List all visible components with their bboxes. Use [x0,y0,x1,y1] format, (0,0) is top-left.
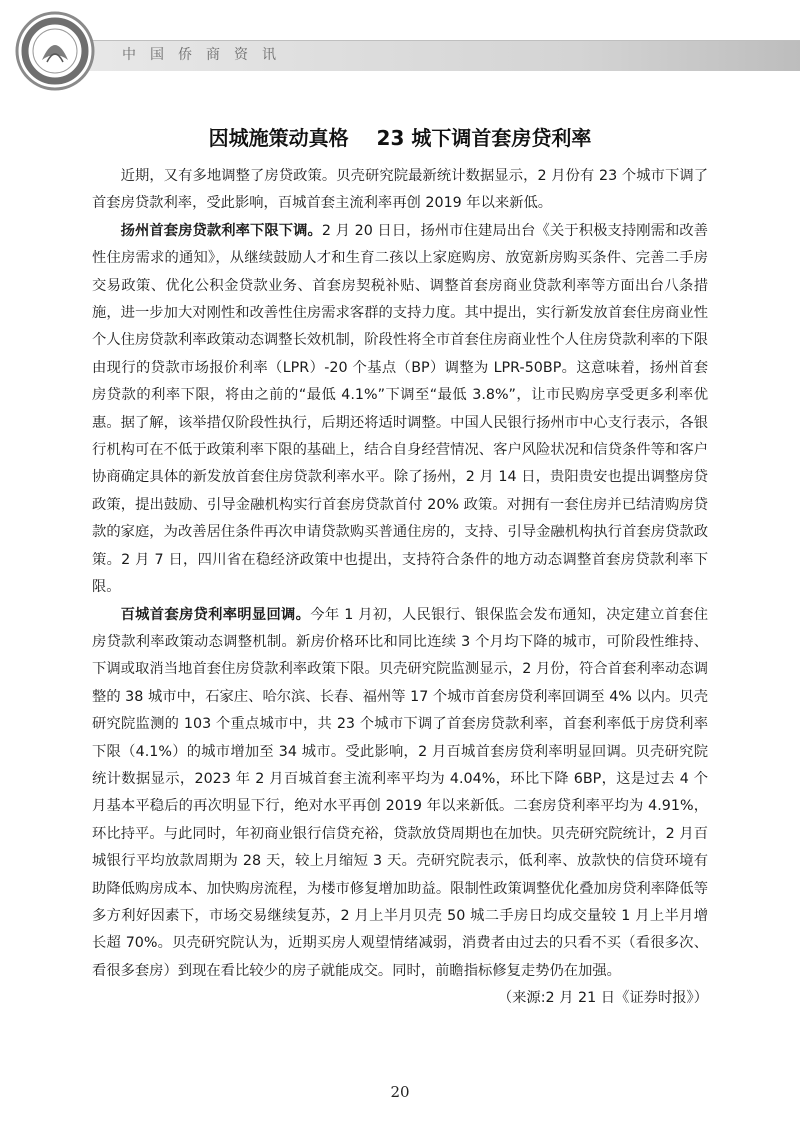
article-title: 因城施策动真格 23 城下调首套房贷利率 [208,126,592,150]
paragraph-text: 2 月 20 日日，扬州市住建局出台《关于积极支持刚需和改善性住房需求的通知》，从继续鼓励人才和生育二孩以上家庭购房、放宽新房购买条件、完善二手房交易政策、优化公积金贷款业务、首套房契税补贴、调整首套房商业贷款利率等方面出台八条措施，进一步加大对刚性和改善性住房需求客群的支持力度。其中提出，实行新发放首套住房商业性个人住房贷款利率政策动态调整长效机制，阶段性将全市首套住房商业性个人住房贷款利率的下限由现行的贷款市场报价利率（LPR）-20 个基点（BP）调整为 LPR-50BP。这意味着，扬州首套房贷款的利率下限，将由之前的“最低 4.1%”下调至“最低 3.8%”，让市民购房享受更多利率优惠。据了解，该举措仅阶段性执行，后期还将适时调整。中国人民银行扬州市中心支行表示，各银行机构可在不低于政策利率下限的基础上，结合自身经营情况、客户风险状况和信贷条件等和客户协商确定具体的新发放首套住房贷款利率水平。除了扬州，2 月 14 日，贵阳贵安也提出调整房贷政策，提出鼓励、引导金融机构实行首套房贷款首付 20% 政策。对拥有一套住房并已结清购房贷款的家庭，为改善居住条件再次申请贷款购买普通住房的，支持、引导金融机构执行首套房贷款政策。2 月 7 日，四川省在稳经济政策中也提出，支持符合条件的地方动态调整首套房贷款利率下限。 [92,222,709,596]
paragraph-text: 今年 1 月初，人民银行、银保监会发布通知，决定建立首套住房贷款利率政策动态调整机制。新房价格环比和同比连续 3 个月均下降的城市，可阶段性维持、下调或取消当地首套住房贷款利率政策下限。贝壳研究院监测显示，2 月份，符合首套利率动态调整的 38 城市中，石家庄、哈尔滨、长春、福州等 17 个城市首套房贷利率回调至 4% 以内。贝壳研究院监测的 103 个重点城市中，共 23 个城市下调了首套房贷款利率，首套利率低于房贷利率下限（4.1%）的城市增加至 34 城市。受此影响，2 月百城首套房贷利率明显回调。贝壳研究院统计数据显示，2023 年 2 月百城首套主流利率平均为 4.04%，环比下降 6BP，这是过去 4 个月基本平稳后的再次明显下行，绝对水平再创 2019 年以来新低。二套房贷利率平均为 4.91%，环比持平。与此同时，年初商业银行信贷充裕，贷款放贷周期也在加快。贝壳研究院统计，2 月百城银行平均放款周期为 28 天，较上月缩短 3 天。壳研究院表示，低利率、放款快的信贷环境有助降低购房成本、加快购房流程，为楼市修复增加助益。限制性政策调整优化叠加房贷利率降低等多方利好因素下，市场交易继续复苏，2 月上半月贝壳 50 城二手房日均成交量较 1 月上半月增长超 70%。贝壳研究院认为，近期买房人观望情绪减弱，消费者由过去的只看不买（看很多次、看很多套房）到现在看比较少的房子就能成交。同时，前瞻指标修复走势仍在加强。 [92,606,709,979]
article-source: （来源:2 月 21 日《证券时报》） [497,990,708,1007]
paragraph-yangzhou [92,218,708,602]
article-body [92,163,708,1013]
chinese-overseas-merchants-logo [14,10,96,92]
paragraph-lead: 扬州首套房贷款利率下限下调。 [120,222,322,239]
section-header: 中国侨商资讯 [122,47,290,63]
paragraph-hundred-cities [92,602,709,1007]
paragraph-lead: 百城首套房贷利率明显回调。 [120,606,311,623]
page-number: 20 [390,1083,410,1101]
paragraph-intro: 近期，又有多地调整了房贷政策。贝壳研究院最新统计数据显示，2 月份有 23 个城市下调了首套房贷款利率，受此影响，百城首套主流利率再创 2019 年以来新低。 [92,168,708,212]
